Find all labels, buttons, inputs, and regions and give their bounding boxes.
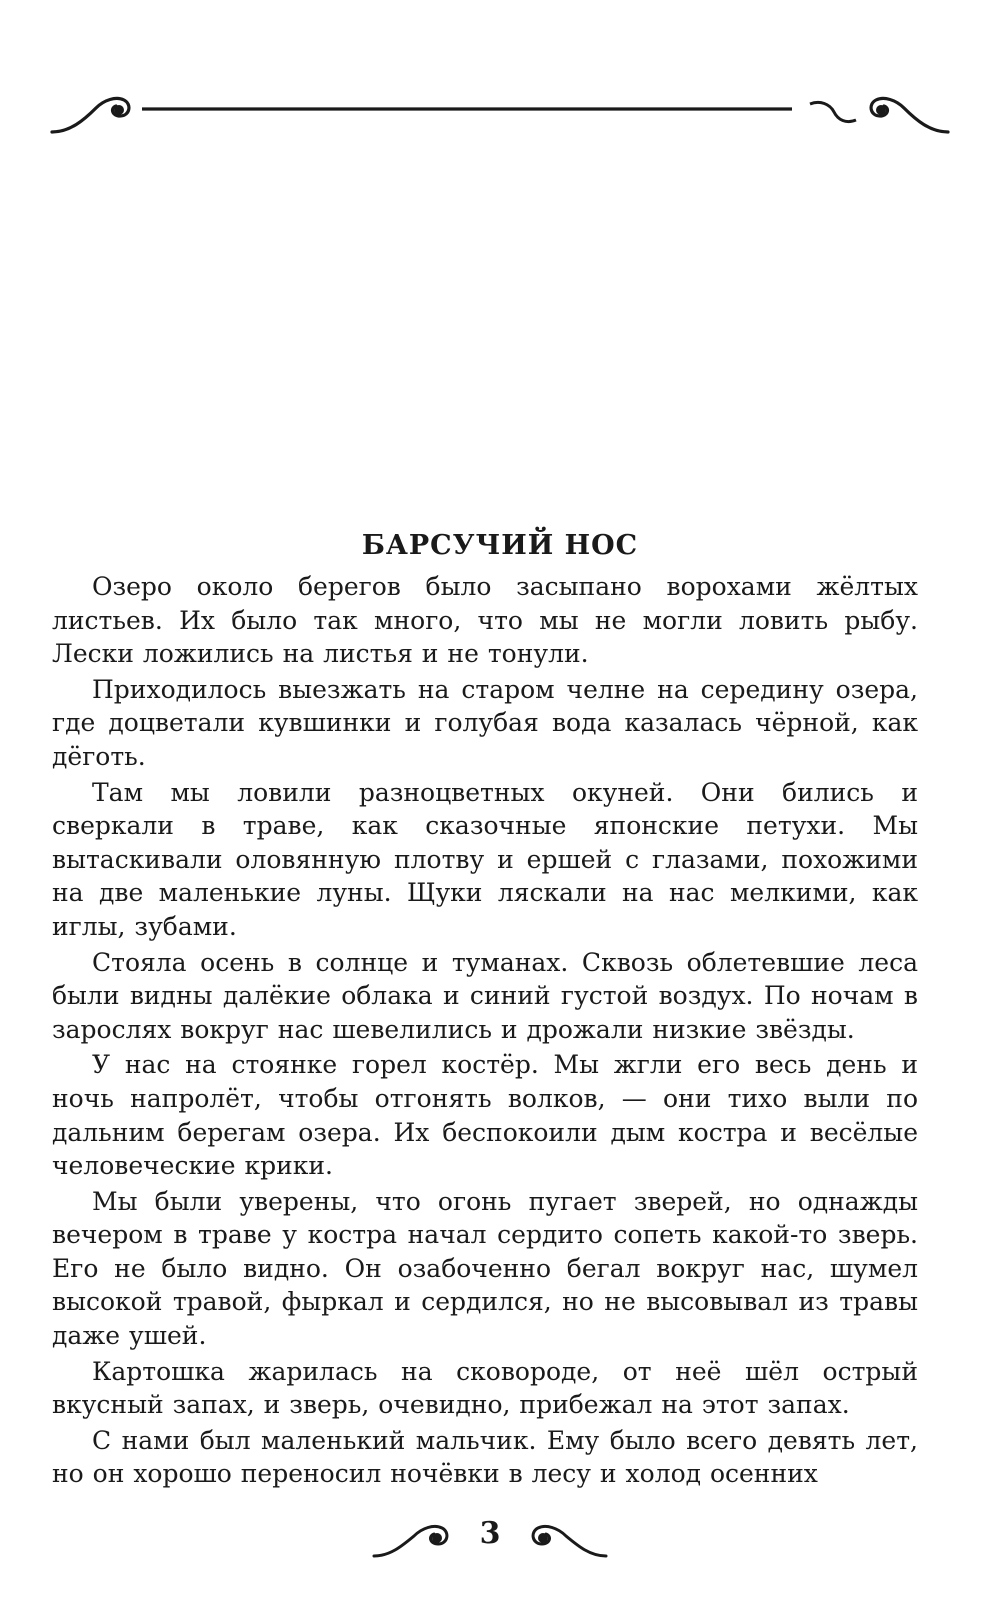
paragraph: Озеро около берегов было засыпано ворохами жёлтых листьев. Их было так много, что мы не могли ловить рыбу. Лески ложились на листья и не тонули. xyxy=(52,572,918,669)
footer-left-ornament xyxy=(372,1520,462,1564)
left-scroll-dot xyxy=(114,105,124,115)
page-footer xyxy=(0,1508,1000,1568)
right-inner-curl xyxy=(810,102,856,121)
paragraph: Мы были уверены, что огонь пугает зверей, но однажды вечером в траве у костра начал сердито сопеть какой-то зверь. Его не было видно. Он озабоченно бегал вокруг нас, шумел высокой травой, фыркал и сердился, но не высовывал из травы даже ушей. xyxy=(52,1186,918,1351)
header-ornament-rule xyxy=(50,90,950,150)
left-scroll-flourish xyxy=(52,98,129,132)
paragraph: С нами был маленький мальчик. Ему было всего девять лет, но он хорошо переносил ночёвки в лесу и холод осенних xyxy=(52,1425,918,1489)
right-scroll-dot xyxy=(876,105,886,115)
paragraph: Картошка жарилась на сковороде, от неё шёл острый вкусный запах, и зверь, очевидно, прибежал на этот запах. xyxy=(52,1356,918,1420)
footer-right-ornament xyxy=(518,1520,608,1564)
paragraph: У нас на стоянке горел костёр. Мы жгли его весь день и ночь напролёт, чтобы отгонять волков, — они тихо выли по дальним берегам озера. Их беспокоили дым костра и весёлые человеческие крики. xyxy=(52,1050,918,1181)
page-number: 3 xyxy=(479,1516,501,1551)
paragraph: Приходилось выезжать на старом челне на середину озера, где доцветали кувшинки и голубая вода казалась чёрной, как дёготь. xyxy=(52,674,918,771)
chapter-title: БАРСУЧИЙ НОС xyxy=(361,530,639,561)
right-scroll-flourish xyxy=(871,98,948,132)
paragraph: Стояла осень в солнце и туманах. Сквозь облетевшие леса были видны далёкие облака и синий густой воздух. По ночам в зарослях вокруг нас шевелились и дрожали низкие звёзды. xyxy=(52,947,918,1044)
chapter-text xyxy=(52,570,918,1493)
paragraph: Там мы ловили разноцветных окуней. Они бились и сверкали в траве, как сказочные японские петухи. Мы вытаскивали оловянную плотву и ершей с глазами, похожими на две маленькие луны. Щуки ляскали на нас мелкими, как иглы, зубами. xyxy=(52,777,918,941)
